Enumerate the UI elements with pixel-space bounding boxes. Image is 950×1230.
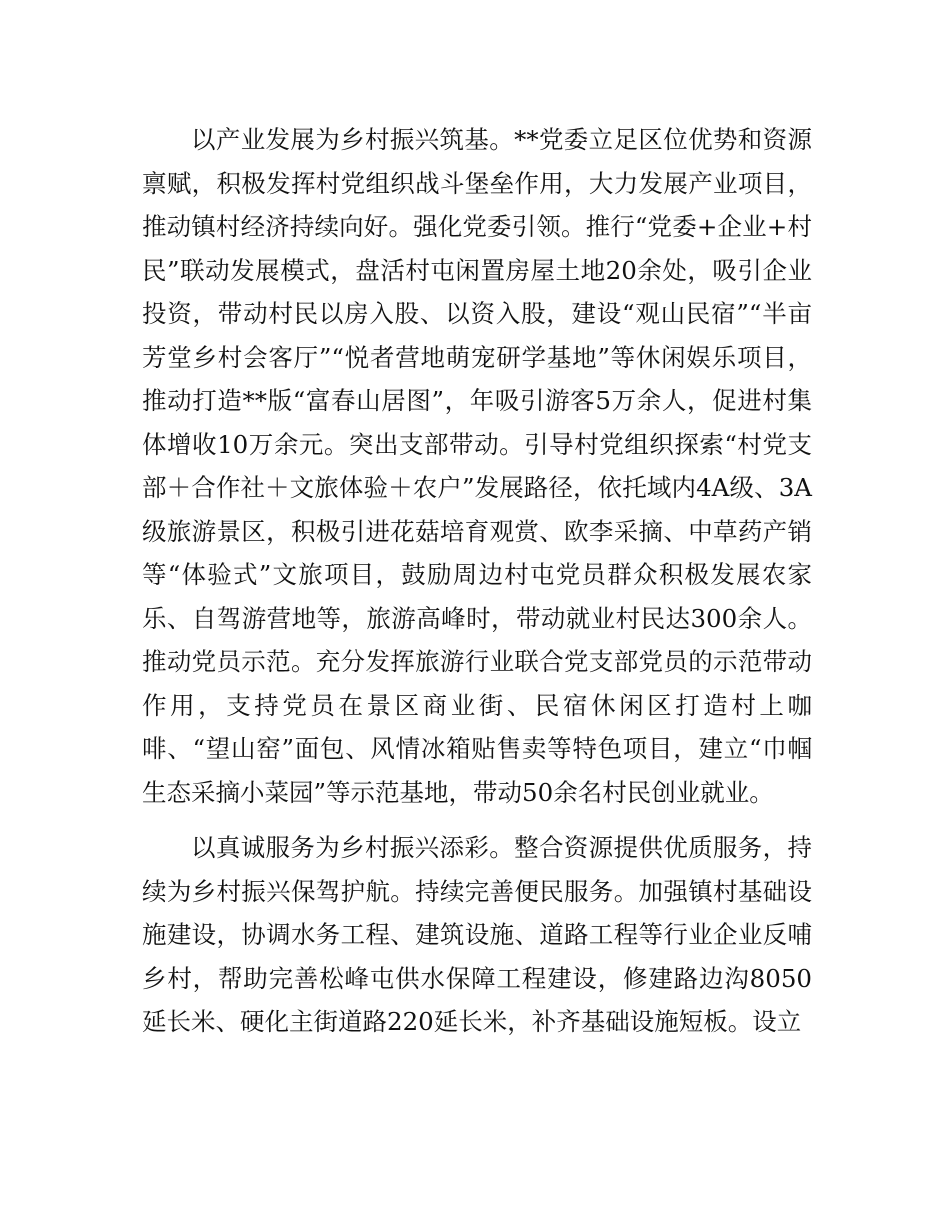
paragraph-sincere-service: 以真诚服务为乡村振兴添彩。整合资源提供优质服务，持续为乡村振兴保驾护航。持续完善便民服务。加强镇村基础设施建设，协调水务工程、建筑设施、道路工程等行业企业反哺乡村，帮助完善松峰屯供水保障工程建设，修建路边沟8050延长米、硬化主街道路220延长米，补齐基础设施短板。设立: [142, 833, 812, 1036]
document-page: [142, 118, 812, 1056]
paragraph-industry-development: 以产业发展为乡村振兴筑基。**党委立足区位优势和资源禀赋，积极发挥村党组织战斗堡垒作用，大力发展产业项目，推动镇村经济持续向好。强化党委引领。推行“党委+企业+村民”联动发展模式，盘活村屯闲置房屋土地20余处，吸引企业投资，带动村民以房入股、以资入股，建设“观山民宿”“半亩芳堂乡村会客厅”“悦者营地萌宠研学基地”等休闲娱乐项目，推动打造**版“富春山居图”，年吸引游客5万余人，促进村集体增收10万余元。突出支部带动。引导村党组织探索“村党支部＋合作社＋文旅体验＋农户”发展路径，依托域内4A级、3A级旅游景区，积极引进花菇培育观赏、欧李采摘、中草药产销等“体验式”文旅项目，鼓励周边村屯党员群众积极发展农家乐、自驾游营地等，旅游高峰时，带动就业村民达300余人。推动党员示范。充分发挥旅游行业联合党支部党员的示范带动作用，支持党员在景区商业街、民宿休闲区打造村上咖啡、“望山窑”面包、风情冰箱贴售卖等特色项目，建立“巾帼生态采摘小菜园”等示范基地，带动50余名村民创业就业。: [142, 125, 812, 807]
